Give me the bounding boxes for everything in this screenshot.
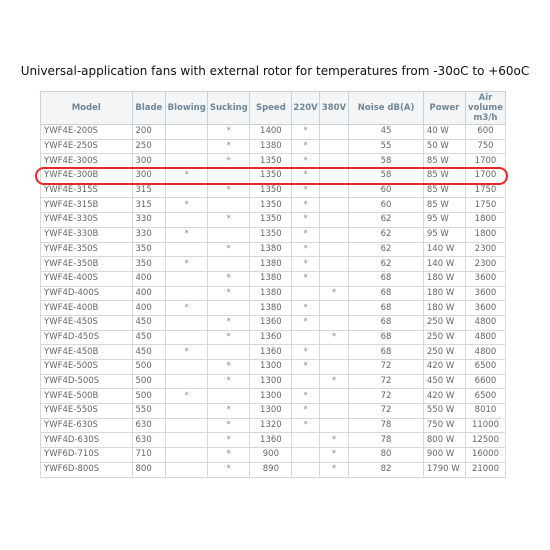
cell-model: YWF4E-500S — [41, 360, 133, 375]
table-row — [41, 154, 506, 169]
cell-air-volume: 16000 — [465, 448, 505, 463]
cell-220v: * — [292, 169, 319, 184]
cell-power: 50 W — [423, 139, 465, 154]
cell-sucking — [208, 198, 250, 213]
cell-model: YWF4E-400B — [41, 301, 133, 316]
cell-sucking: * — [208, 374, 250, 389]
table-row — [41, 242, 506, 257]
cell-speed: 1300 — [250, 404, 292, 419]
cell-220v: * — [292, 360, 319, 375]
cell-model: YWF4E-330S — [41, 213, 133, 228]
cell-speed: 1300 — [250, 360, 292, 375]
table-row — [41, 301, 506, 316]
cell-sucking: * — [208, 315, 250, 330]
cell-noise: 82 — [349, 462, 424, 477]
cell-380v — [319, 154, 348, 169]
table-header-row — [41, 92, 506, 125]
cell-air-volume: 12500 — [465, 433, 505, 448]
cell-380v — [319, 125, 348, 140]
header-noise: Noise dB(A) — [349, 92, 424, 125]
cell-blade: 400 — [132, 271, 166, 286]
cell-blade: 400 — [132, 286, 166, 301]
cell-air-volume: 8010 — [465, 404, 505, 419]
cell-380v — [319, 213, 348, 228]
cell-air-volume: 1800 — [465, 227, 505, 242]
cell-sucking: * — [208, 433, 250, 448]
cell-sucking — [208, 389, 250, 404]
cell-blowing — [166, 315, 208, 330]
cell-blowing — [166, 462, 208, 477]
cell-220v: * — [292, 183, 319, 198]
cell-air-volume: 1750 — [465, 198, 505, 213]
header-power: Power — [423, 92, 465, 125]
cell-220v: * — [292, 139, 319, 154]
cell-blowing — [166, 125, 208, 140]
cell-blade: 800 — [132, 462, 166, 477]
cell-220v: * — [292, 242, 319, 257]
cell-sucking: * — [208, 448, 250, 463]
cell-air-volume: 1750 — [465, 183, 505, 198]
cell-sucking: * — [208, 213, 250, 228]
header-380v: 380V — [319, 92, 348, 125]
cell-sucking: * — [208, 286, 250, 301]
cell-model: YWF4E-450B — [41, 345, 133, 360]
table-row — [41, 374, 506, 389]
cell-380v — [319, 169, 348, 184]
cell-speed: 1300 — [250, 374, 292, 389]
cell-power: 140 W — [423, 242, 465, 257]
cell-blowing: * — [166, 389, 208, 404]
cell-power: 85 W — [423, 183, 465, 198]
cell-power: 900 W — [423, 448, 465, 463]
cell-sucking — [208, 301, 250, 316]
cell-noise: 68 — [349, 315, 424, 330]
cell-blade: 350 — [132, 257, 166, 272]
cell-220v: * — [292, 418, 319, 433]
cell-blade: 550 — [132, 404, 166, 419]
table-row — [41, 404, 506, 419]
cell-blowing — [166, 374, 208, 389]
cell-blowing — [166, 183, 208, 198]
cell-air-volume: 6500 — [465, 360, 505, 375]
cell-blowing — [166, 271, 208, 286]
cell-380v — [319, 345, 348, 360]
cell-speed: 1300 — [250, 389, 292, 404]
cell-noise: 62 — [349, 227, 424, 242]
table-row — [41, 139, 506, 154]
cell-model: YWF4E-630S — [41, 418, 133, 433]
cell-380v: * — [319, 330, 348, 345]
cell-blowing — [166, 433, 208, 448]
cell-220v: * — [292, 213, 319, 228]
header-model: Model — [41, 92, 133, 125]
cell-power: 140 W — [423, 257, 465, 272]
table-row — [41, 169, 506, 184]
cell-blowing — [166, 404, 208, 419]
cell-380v — [319, 242, 348, 257]
cell-blade: 630 — [132, 418, 166, 433]
cell-sucking: * — [208, 154, 250, 169]
cell-power: 40 W — [423, 125, 465, 140]
cell-model: YWF4E-315B — [41, 198, 133, 213]
cell-model: YWF4D-500S — [41, 374, 133, 389]
cell-blade: 450 — [132, 315, 166, 330]
cell-speed: 1380 — [250, 301, 292, 316]
cell-speed: 1350 — [250, 213, 292, 228]
cell-speed: 1380 — [250, 257, 292, 272]
cell-noise: 62 — [349, 242, 424, 257]
cell-blowing — [166, 154, 208, 169]
cell-noise: 68 — [349, 330, 424, 345]
cell-220v: * — [292, 257, 319, 272]
cell-air-volume: 2300 — [465, 242, 505, 257]
cell-speed: 1350 — [250, 227, 292, 242]
cell-sucking — [208, 257, 250, 272]
cell-noise: 60 — [349, 198, 424, 213]
header-speed: Speed — [250, 92, 292, 125]
cell-power: 180 W — [423, 271, 465, 286]
cell-blowing — [166, 330, 208, 345]
cell-380v — [319, 301, 348, 316]
cell-air-volume: 3600 — [465, 301, 505, 316]
cell-220v — [292, 286, 319, 301]
cell-blade: 630 — [132, 433, 166, 448]
cell-air-volume: 1700 — [465, 154, 505, 169]
cell-380v — [319, 404, 348, 419]
cell-noise: 58 — [349, 154, 424, 169]
table-row — [41, 462, 506, 477]
cell-air-volume: 4800 — [465, 315, 505, 330]
cell-blowing — [166, 213, 208, 228]
cell-noise: 62 — [349, 213, 424, 228]
cell-blade: 200 — [132, 125, 166, 140]
cell-380v — [319, 271, 348, 286]
cell-380v: * — [319, 374, 348, 389]
cell-air-volume: 1800 — [465, 213, 505, 228]
cell-sucking: * — [208, 139, 250, 154]
table-row — [41, 330, 506, 345]
cell-sucking: * — [208, 360, 250, 375]
cell-speed: 1320 — [250, 418, 292, 433]
cell-blade: 315 — [132, 198, 166, 213]
cell-blade: 710 — [132, 448, 166, 463]
cell-air-volume: 600 — [465, 125, 505, 140]
cell-noise: 55 — [349, 139, 424, 154]
cell-220v — [292, 374, 319, 389]
cell-noise: 68 — [349, 301, 424, 316]
cell-power: 85 W — [423, 154, 465, 169]
cell-noise: 68 — [349, 286, 424, 301]
cell-380v — [319, 360, 348, 375]
cell-air-volume: 21000 — [465, 462, 505, 477]
cell-model: YWF6D-710S — [41, 448, 133, 463]
cell-220v: * — [292, 125, 319, 140]
cell-noise: 72 — [349, 360, 424, 375]
cell-blowing: * — [166, 169, 208, 184]
cell-noise: 45 — [349, 125, 424, 140]
cell-220v: * — [292, 404, 319, 419]
cell-noise: 60 — [349, 183, 424, 198]
cell-power: 250 W — [423, 330, 465, 345]
cell-speed: 890 — [250, 462, 292, 477]
cell-sucking: * — [208, 418, 250, 433]
table-row — [41, 448, 506, 463]
table-row — [41, 183, 506, 198]
cell-sucking: * — [208, 330, 250, 345]
cell-sucking — [208, 169, 250, 184]
cell-sucking: * — [208, 242, 250, 257]
cell-blade: 315 — [132, 183, 166, 198]
cell-air-volume: 1700 — [465, 169, 505, 184]
cell-220v — [292, 448, 319, 463]
cell-speed: 1360 — [250, 433, 292, 448]
cell-speed: 1380 — [250, 271, 292, 286]
cell-air-volume: 6500 — [465, 389, 505, 404]
cell-model: YWF4E-300B — [41, 169, 133, 184]
cell-air-volume: 4800 — [465, 345, 505, 360]
cell-speed: 1360 — [250, 330, 292, 345]
table-row — [41, 125, 506, 140]
cell-noise: 78 — [349, 433, 424, 448]
cell-blade: 500 — [132, 374, 166, 389]
header-blade: Blade — [132, 92, 166, 125]
cell-model: YWF4E-300S — [41, 154, 133, 169]
cell-model: YWF4D-630S — [41, 433, 133, 448]
table-row — [41, 198, 506, 213]
cell-sucking: * — [208, 125, 250, 140]
cell-speed: 1380 — [250, 139, 292, 154]
cell-noise: 58 — [349, 169, 424, 184]
cell-speed: 1350 — [250, 169, 292, 184]
cell-220v: * — [292, 271, 319, 286]
cell-220v: * — [292, 345, 319, 360]
cell-blade: 330 — [132, 227, 166, 242]
cell-380v — [319, 183, 348, 198]
cell-model: YWF4E-350B — [41, 257, 133, 272]
cell-380v — [319, 389, 348, 404]
cell-air-volume: 11000 — [465, 418, 505, 433]
cell-power: 85 W — [423, 198, 465, 213]
cell-380v: * — [319, 462, 348, 477]
table-row — [41, 345, 506, 360]
cell-noise: 68 — [349, 271, 424, 286]
cell-220v: * — [292, 301, 319, 316]
cell-sucking: * — [208, 183, 250, 198]
cell-blowing: * — [166, 198, 208, 213]
header-blowing: Blowing — [166, 92, 208, 125]
cell-power: 750 W — [423, 418, 465, 433]
cell-air-volume: 6600 — [465, 374, 505, 389]
cell-220v — [292, 433, 319, 448]
header-air-volume: Air volume m3/h — [465, 92, 505, 125]
cell-sucking — [208, 345, 250, 360]
cell-speed: 1400 — [250, 125, 292, 140]
cell-blade: 330 — [132, 213, 166, 228]
cell-220v: * — [292, 198, 319, 213]
cell-blade: 400 — [132, 301, 166, 316]
cell-speed: 1380 — [250, 242, 292, 257]
cell-220v: * — [292, 315, 319, 330]
cell-blowing — [166, 448, 208, 463]
cell-noise: 78 — [349, 418, 424, 433]
cell-model: YWF4E-450S — [41, 315, 133, 330]
cell-speed: 1360 — [250, 345, 292, 360]
table-row — [41, 433, 506, 448]
cell-model: YWF6D-800S — [41, 462, 133, 477]
header-sucking: Sucking — [208, 92, 250, 125]
cell-380v — [319, 198, 348, 213]
header-220v: 220V — [292, 92, 319, 125]
cell-blade: 450 — [132, 345, 166, 360]
cell-380v: * — [319, 286, 348, 301]
cell-380v: * — [319, 448, 348, 463]
cell-speed: 1350 — [250, 198, 292, 213]
cell-blowing — [166, 360, 208, 375]
cell-model: YWF4D-400S — [41, 286, 133, 301]
cell-speed: 900 — [250, 448, 292, 463]
cell-noise: 72 — [349, 404, 424, 419]
cell-noise: 80 — [349, 448, 424, 463]
cell-air-volume: 2300 — [465, 257, 505, 272]
cell-model: YWF4E-330B — [41, 227, 133, 242]
cell-power: 550 W — [423, 404, 465, 419]
cell-power: 180 W — [423, 286, 465, 301]
cell-380v — [319, 257, 348, 272]
table-row — [41, 286, 506, 301]
cell-blowing: * — [166, 301, 208, 316]
cell-blade: 500 — [132, 360, 166, 375]
cell-blade: 350 — [132, 242, 166, 257]
cell-blowing — [166, 242, 208, 257]
cell-speed: 1350 — [250, 154, 292, 169]
cell-220v — [292, 462, 319, 477]
cell-noise: 62 — [349, 257, 424, 272]
cell-air-volume: 3600 — [465, 286, 505, 301]
table-row — [41, 389, 506, 404]
cell-noise: 68 — [349, 345, 424, 360]
cell-power: 450 W — [423, 374, 465, 389]
table-row — [41, 418, 506, 433]
table-row — [41, 271, 506, 286]
cell-blowing — [166, 418, 208, 433]
cell-power: 420 W — [423, 389, 465, 404]
cell-sucking: * — [208, 404, 250, 419]
table-row — [41, 213, 506, 228]
cell-speed: 1360 — [250, 315, 292, 330]
cell-speed: 1380 — [250, 286, 292, 301]
cell-380v — [319, 227, 348, 242]
cell-power: 85 W — [423, 169, 465, 184]
cell-model: YWF4E-200S — [41, 125, 133, 140]
cell-speed: 1350 — [250, 183, 292, 198]
cell-power: 420 W — [423, 360, 465, 375]
cell-blowing: * — [166, 227, 208, 242]
cell-220v — [292, 330, 319, 345]
cell-model: YWF4E-250S — [41, 139, 133, 154]
cell-power: 1790 W — [423, 462, 465, 477]
cell-blowing: * — [166, 257, 208, 272]
cell-air-volume: 750 — [465, 139, 505, 154]
cell-380v — [319, 139, 348, 154]
cell-blade: 250 — [132, 139, 166, 154]
cell-power: 180 W — [423, 301, 465, 316]
table-row — [41, 227, 506, 242]
cell-blowing — [166, 286, 208, 301]
cell-380v: * — [319, 433, 348, 448]
table-row — [41, 360, 506, 375]
cell-model: YWF4E-400S — [41, 271, 133, 286]
cell-air-volume: 4800 — [465, 330, 505, 345]
cell-power: 95 W — [423, 227, 465, 242]
cell-power: 250 W — [423, 345, 465, 360]
cell-sucking: * — [208, 462, 250, 477]
cell-blade: 300 — [132, 169, 166, 184]
cell-model: YWF4E-350S — [41, 242, 133, 257]
cell-model: YWF4E-500B — [41, 389, 133, 404]
cell-220v: * — [292, 227, 319, 242]
table-row — [41, 257, 506, 272]
cell-blade: 300 — [132, 154, 166, 169]
cell-blade: 450 — [132, 330, 166, 345]
cell-model: YWF4D-450S — [41, 330, 133, 345]
cell-sucking: * — [208, 271, 250, 286]
cell-sucking — [208, 227, 250, 242]
cell-380v — [319, 418, 348, 433]
cell-model: YWF4E-315S — [41, 183, 133, 198]
cell-blowing — [166, 139, 208, 154]
cell-power: 95 W — [423, 213, 465, 228]
cell-220v: * — [292, 389, 319, 404]
fan-spec-table — [40, 91, 506, 478]
cell-blade: 500 — [132, 389, 166, 404]
cell-blowing: * — [166, 345, 208, 360]
table-row — [41, 315, 506, 330]
cell-model: YWF4E-550S — [41, 404, 133, 419]
cell-air-volume: 3600 — [465, 271, 505, 286]
cell-noise: 72 — [349, 374, 424, 389]
cell-power: 250 W — [423, 315, 465, 330]
cell-380v — [319, 315, 348, 330]
cell-power: 800 W — [423, 433, 465, 448]
cell-noise: 72 — [349, 389, 424, 404]
cell-220v: * — [292, 154, 319, 169]
page-title: Universal-application fans with external rotor for temperatures from -30oC to +60oC — [20, 64, 530, 78]
